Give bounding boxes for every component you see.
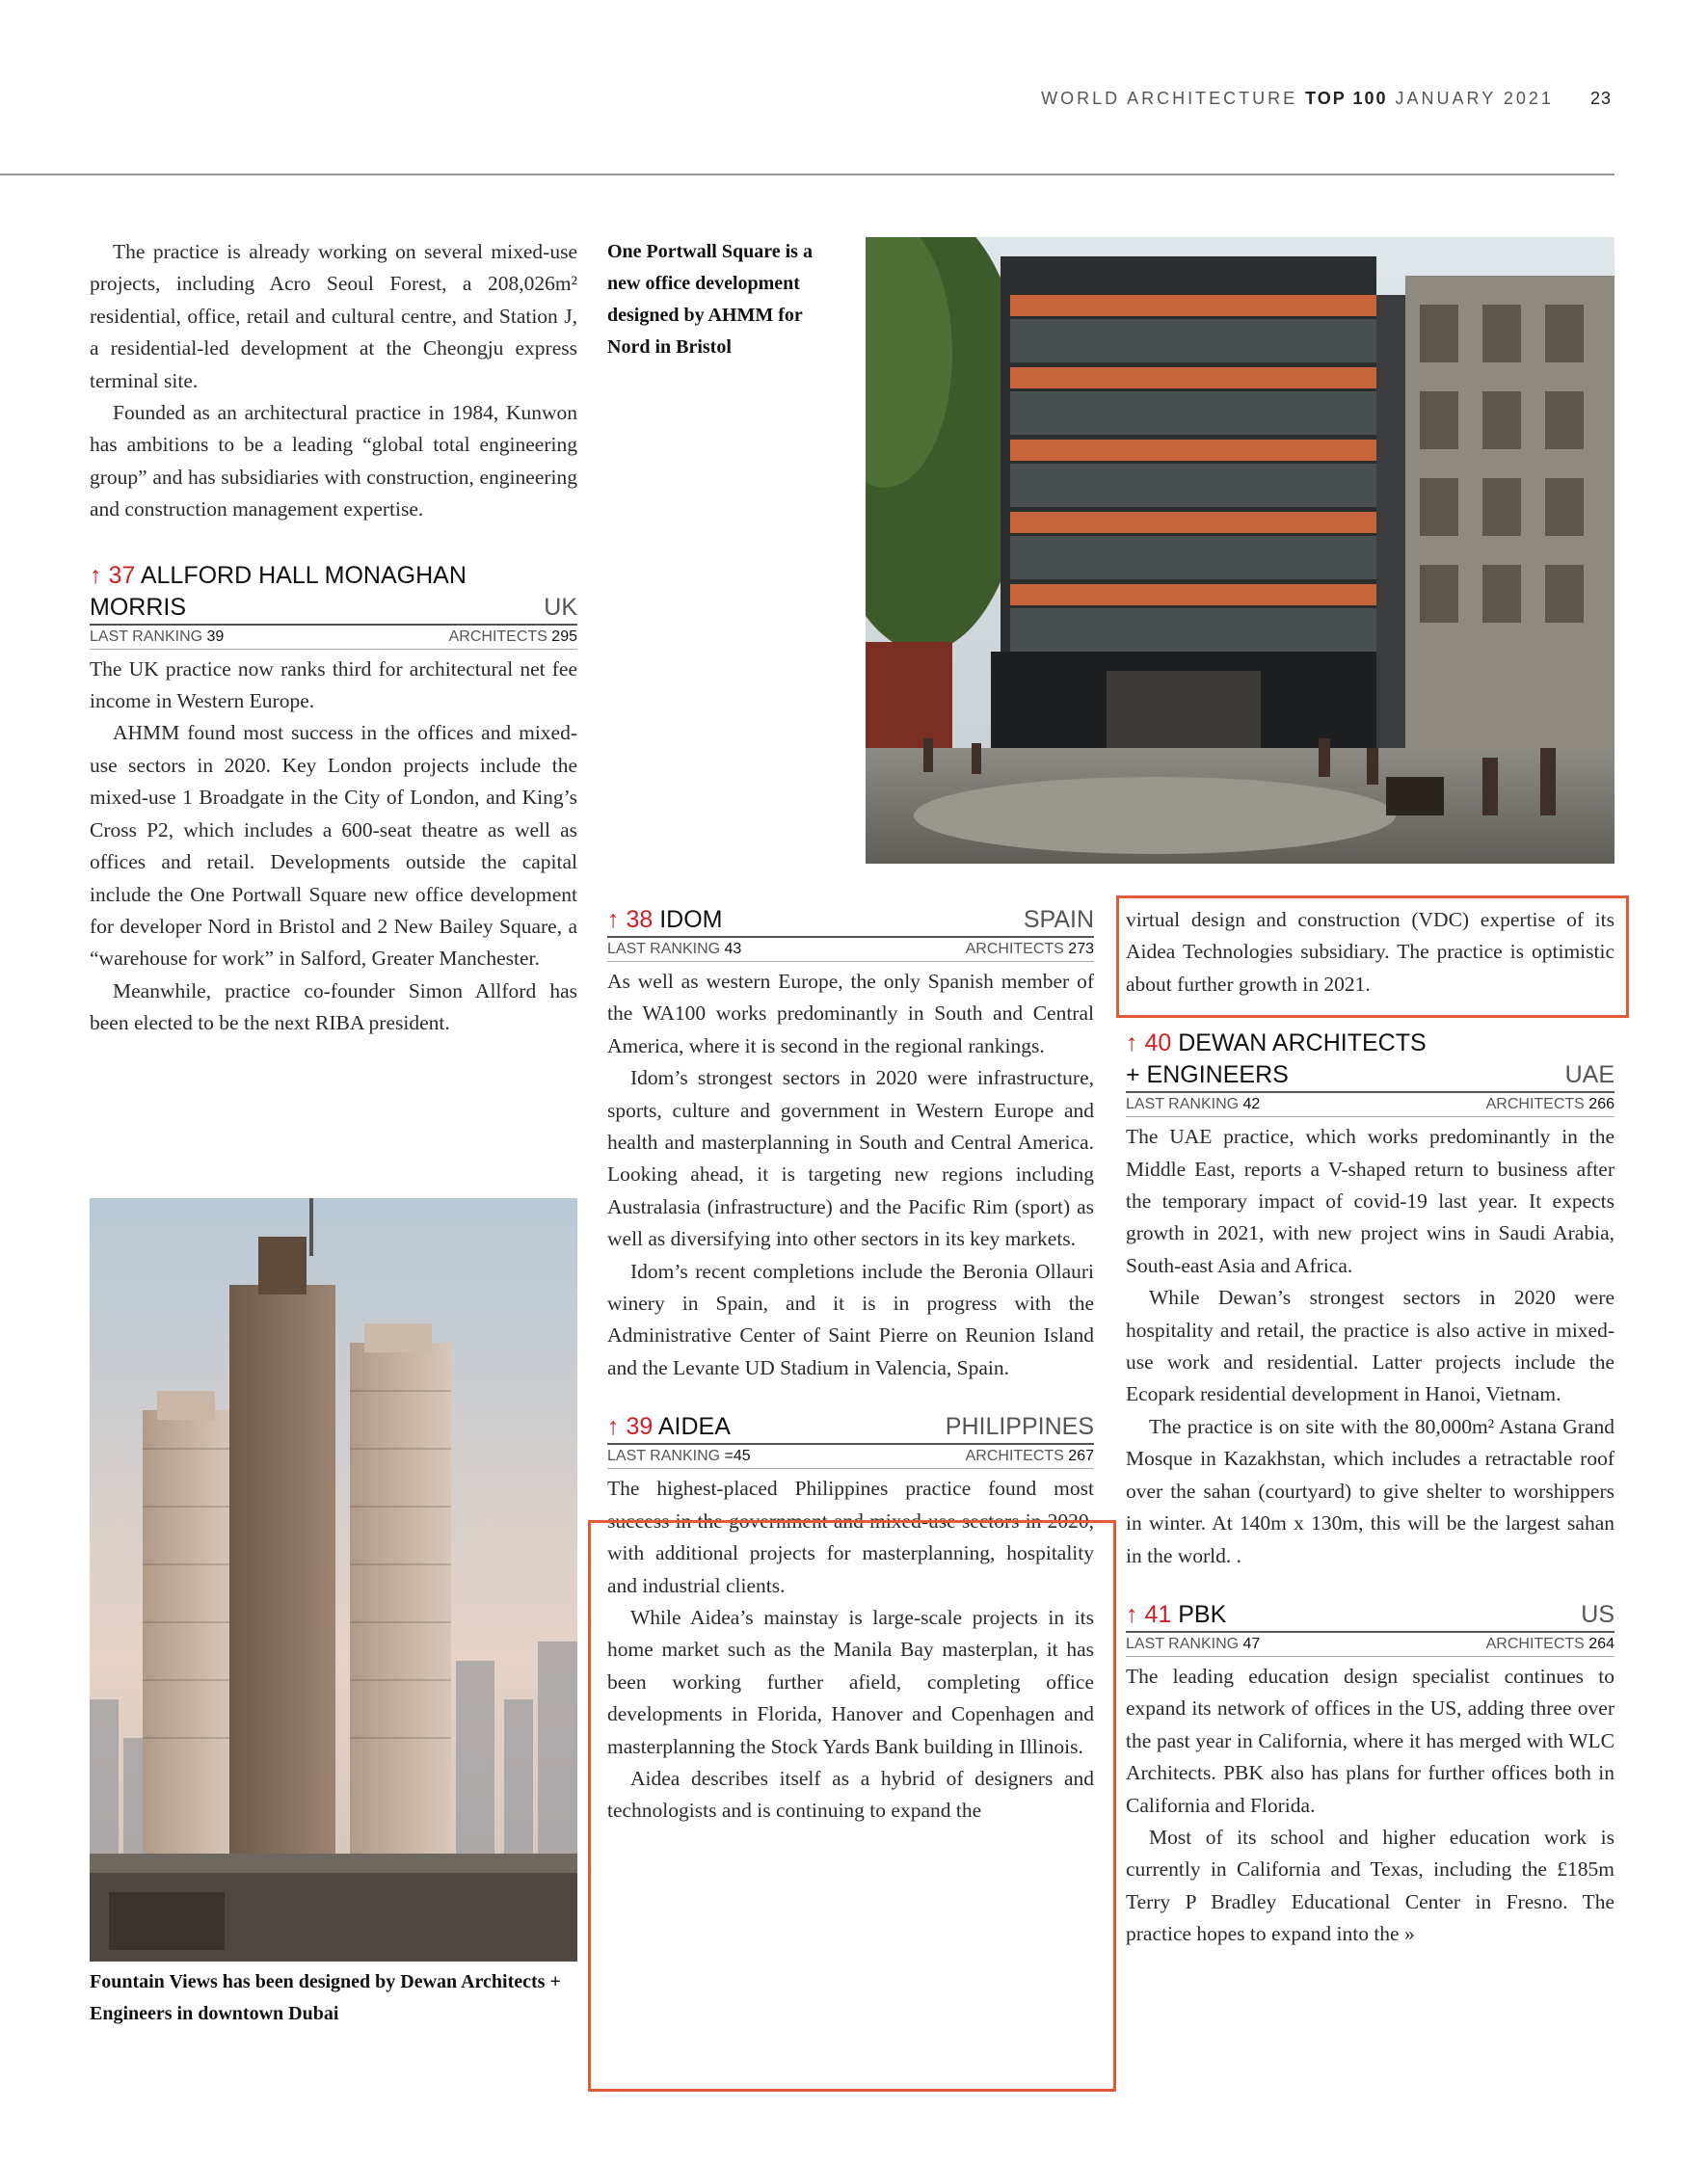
architects-value: 267 [1068,1448,1094,1465]
entry-name: PBK [1178,1600,1227,1628]
photo-caption-portwall: One Portwall Square is a new office development designed by AHMM for Nord in Bristol [607,241,813,358]
body-paragraph: The practice is on site with the 80,000m² Astana Grand Mosque in Kazakhstan, which includes a retractable roof over the sahan (courtyard) to give shelter to worshippers in winter. At 140m x 130m, this will be the largest sahan in the world. . [1126,1414,1615,1567]
last-ranking-value: 39 [206,628,225,645]
entry-37-meta [90,626,577,650]
entry-country: SPAIN [1023,906,1094,933]
entry-41-heading [1126,1599,1615,1633]
body-paragraph: Founded as an architectural practice in 1984, Kunwon has ambitions to be a leading “global total engineering group” and has subsidiaries with construction, engineering and construction management expertise. [90,401,577,521]
entry-name: ALLFORD HALL MONAGHAN [140,561,467,589]
highlight-box-aidea-continued [1116,895,1629,1018]
body-paragraph: The practice is already working on several mixed-use projects, including Acro Seoul Forest, a 208,026m² residential, office, retail and cultural centre, and Station J, a residential-led development at the Cheongju express terminal site. [90,240,577,392]
entry-rank: 37 [108,561,136,589]
highlight-box-aidea [588,1520,1116,2092]
body-paragraph: virtual design and construction (VDC) expertise of its Aidea Technologies subsidiary. The practice is optimistic about further growth in 2021. [1126,908,1615,996]
up-arrow-icon: ↑ [1126,1600,1138,1628]
architects-value: 273 [1068,941,1094,957]
architects-label: ARCHITECTS [965,941,1064,957]
architects-label: ARCHITECTS [1485,1635,1585,1652]
body-paragraph: Idom’s strongest sectors in 2020 were infrastructure, sports, culture and government in Western Europe and health and masterplanning in South and Central America. Looking ahead, it is targeting new regions including Australasia (infrastructure) and the Pacific Rim (sport) as well as diversifying into other sectors in its key markets. [607,1066,1094,1251]
last-ranking-value: =45 [724,1448,751,1465]
body-paragraph: The leading education design specialist continues to expand its network of offices in the US, adding three over the past year in California, where it has merged with WLC Architects. PBK also has plans for further offices both in California and Florida. [1126,1664,1615,1817]
running-header [1041,89,1612,109]
body-paragraph: Most of its school and higher education work is currently in California and Texas, including the £185m Terry P Bradley Educational Center in Fresno. The practice hopes to expand into the » [1126,1825,1615,1946]
column-1 [90,236,577,1040]
architects-label: ARCHITECTS [1485,1096,1585,1113]
body-paragraph: While Aidea’s mainstay is large-scale projects in its home market such as the Manila Bay masterplan, it has been working further afield, completing office developments in Florida, Hanover and Copenhagen and masterplanning the Stock Yards Bank building in Illinois. [607,1605,1094,1758]
entry-38-meta [607,938,1094,962]
entry-39-meta [607,1445,1094,1469]
entry-rank: 41 [1144,1600,1172,1628]
section-name: TOP 100 [1305,89,1388,108]
entry-country: PHILIPPINES [945,1413,1094,1441]
entry-country: US [1581,1600,1615,1628]
body-paragraph: The highest-placed Philippines practice found most success in the government and mixed-use sectors in 2020, with additional projects for masterplanning, hospitality and industrial clients. [607,1477,1094,1597]
body-paragraph: Meanwhile, practice co-founder Simon Allford has been elected to be the next RIBA president. [90,978,577,1035]
entry-40-heading [1126,1028,1615,1093]
entry-name-cont: + ENGINEERS [1126,1061,1289,1089]
body-paragraph: Aidea describes itself as a hybrid of designers and technologists and is continuing to expand the [607,1766,1094,1823]
up-arrow-icon: ↑ [607,906,620,933]
entry-38-heading [607,904,1094,938]
last-ranking-label: LAST RANKING [607,941,721,957]
architects-value: 264 [1588,1635,1615,1652]
up-arrow-icon: ↑ [607,1413,620,1441]
up-arrow-icon: ↑ [1126,1029,1138,1057]
entry-name-cont: MORRIS [90,593,186,621]
entry-name: IDOM [659,906,723,933]
last-ranking-value: 43 [724,941,742,957]
entry-39-heading [607,1411,1094,1445]
entry-rank: 39 [626,1413,654,1441]
architects-label: ARCHITECTS [448,628,547,645]
entry-37-heading [90,560,577,626]
entry-name: DEWAN ARCHITECTS [1178,1029,1427,1057]
fountain-views-illustration [90,1198,577,1962]
architects-value: 266 [1588,1096,1615,1113]
body-paragraph: AHMM found most success in the offices and mixed-use sectors in 2020. Key London projects include the mixed-use 1 Broadgate in the City of London, and King’s Cross P2, which includes a 600-seat theatre as well as offices and retail. Developments outside the capital include the One Portwall Square new office development for developer Nord in Bristol and 2 New Bailey Square, a “warehouse for work” in Salford, Greater Manchester. [90,721,577,971]
architects-label: ARCHITECTS [965,1448,1064,1465]
portwall-square-photo [866,237,1615,864]
up-arrow-icon: ↑ [90,561,102,589]
portwall-square-illustration [866,237,1615,864]
body-paragraph: As well as western Europe, the only Spanish member of the WA100 works predominantly in South and Central America, where it is second in the regional rankings. [607,970,1094,1057]
architects-value: 295 [551,628,577,645]
entry-country: UAE [1564,1061,1615,1089]
issue-date: JANUARY 2021 [1395,89,1554,108]
page-number: 23 [1589,89,1612,108]
entry-40-meta [1126,1093,1615,1117]
last-ranking-value: 47 [1242,1635,1261,1652]
last-ranking-value: 42 [1242,1096,1261,1113]
publication-name: WORLD ARCHITECTURE [1041,89,1298,108]
last-ranking-label: LAST RANKING [90,628,203,645]
entry-rank: 40 [1144,1029,1172,1057]
entry-rank: 38 [626,906,654,933]
entry-name: AIDEA [657,1413,731,1441]
fountain-views-photo [90,1198,577,1962]
last-ranking-label: LAST RANKING [1126,1096,1240,1113]
body-paragraph: The UK practice now ranks third for architectural net fee income in Western Europe. [90,656,577,713]
last-ranking-label: LAST RANKING [607,1448,721,1465]
body-paragraph: Idom’s recent completions include the Beronia Ollauri winery in Spain, and it is in progress with the Administrative Center of Saint Pierre on Reunion Island and the Levante UD Stadium in Valencia, Spain. [607,1259,1094,1379]
body-paragraph: The UAE practice, which works predominantly in the Middle East, reports a V-shaped return to business after the temporary impact of covid-19 last year. It expects growth in 2021, with new project wins in Saudi Arabia, South-east Asia and Africa. [1126,1125,1615,1277]
header-divider [0,174,1615,175]
entry-41-meta [1126,1633,1615,1657]
last-ranking-label: LAST RANKING [1126,1635,1240,1652]
body-paragraph: While Dewan’s strongest sectors in 2020 were hospitality and retail, the practice is also active in mixed-use work and residential. Latter projects include the Ecopark residential development in Hanoi, Vietnam. [1126,1286,1615,1406]
column-3 [1126,904,1615,1951]
entry-country: UK [544,593,577,621]
photo-caption-fountain: Fountain Views has been designed by Dewan Architects + Engineers in downtown Dubai [90,1971,561,2024]
